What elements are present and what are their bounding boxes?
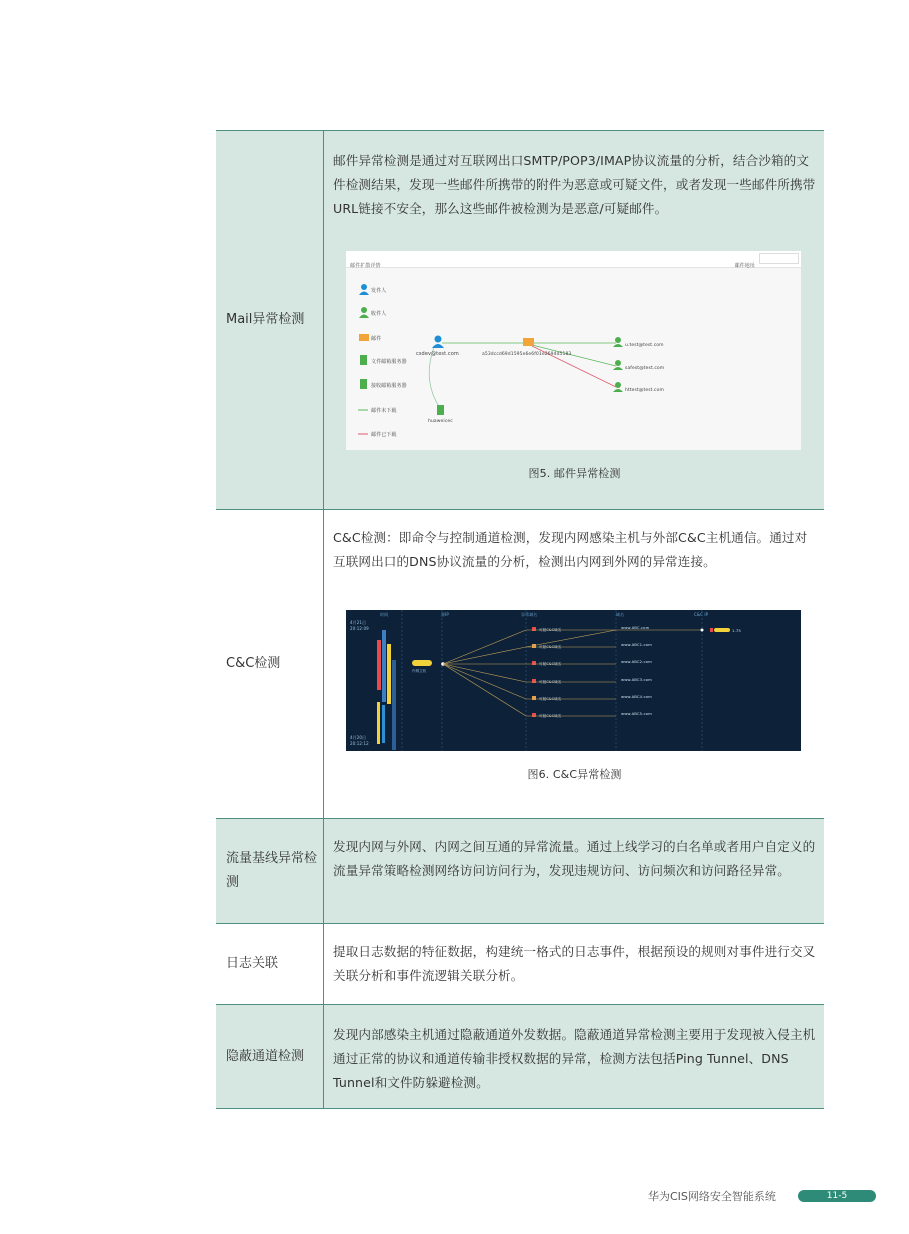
legend-label: 邮件	[371, 336, 382, 342]
cc-source-label: 内网主机	[412, 669, 427, 673]
cc-edge	[443, 664, 526, 716]
recipient-user-icon[interactable]	[613, 337, 623, 347]
cc-timeline-bar	[377, 702, 380, 744]
figure-caption: 图5. 邮件异常检测	[528, 467, 621, 480]
legend-label: 邮件未下载	[371, 408, 397, 414]
cc-source-node[interactable]	[412, 660, 432, 666]
mail-figure-title: 邮件扩散详情	[350, 263, 381, 269]
recipient-address: httest@test.com	[625, 388, 664, 393]
page-number-badge: 11-5	[798, 1190, 876, 1202]
cc-domain-name: www.ABC1.com	[621, 642, 652, 647]
cc-header: 异常域名	[521, 612, 538, 617]
row-content: 提取日志数据的特征数据，构建统一格式的日志事件，根据预设的规则对事件进行交叉关联分析和事件流逻辑关联分析。	[333, 944, 816, 983]
row-label: Mail异常检测	[216, 131, 324, 509]
legend-mail-icon	[359, 334, 369, 341]
cc-time-bottom: 4月20日	[350, 735, 367, 740]
cc-edge	[526, 630, 616, 647]
cc-time-top: 4月21日	[350, 620, 367, 625]
row-label: 流量基线异常检测	[216, 819, 324, 923]
legend-recv-server-icon	[360, 379, 367, 389]
cc-header: 域名	[616, 612, 625, 617]
cc-edge	[443, 664, 526, 699]
cc-domain-tag[interactable]	[532, 713, 562, 718]
cc-ip-bar[interactable]	[714, 628, 730, 632]
legend-label: 收件人	[371, 311, 387, 317]
cc-domain-tag[interactable]	[532, 679, 562, 684]
cc-header: 源IP	[441, 612, 449, 617]
mail-server-icon[interactable]	[437, 405, 444, 415]
cc-timeline-bar	[392, 660, 396, 750]
sender-address: csdev@test.com	[416, 351, 459, 357]
cc-domain-name: www.ABC4.com	[621, 694, 652, 699]
row-content: 发现内部感染主机通过隐蔽通道外发数据。隐蔽通道异常检测主要用于发现被入侵主机通过正常的协议和通道传输非授权数据的异常，检测方法包括Ping Tunnel、DNS Tunnel和文件防躲避检测。	[333, 1027, 816, 1090]
cc-domain-name: www.ABC3.com	[621, 677, 652, 682]
table-row-cc	[216, 510, 824, 819]
svg-text:可疑C&C域名: 可疑C&C域名	[539, 680, 562, 684]
row-label: 日志关联	[216, 924, 324, 1004]
cc-header: C&C IP	[694, 612, 709, 617]
cc-domain-tag[interactable]	[532, 696, 562, 701]
cc-edge	[443, 647, 526, 664]
cc-domain-name: www.ABC5.com	[621, 711, 652, 716]
legend-label: 邮件已下载	[371, 432, 397, 438]
sender-user-icon[interactable]	[432, 336, 444, 349]
table-row-traffic-baseline	[216, 819, 824, 924]
server-name: huaweicec	[428, 419, 453, 424]
table-row-mail	[216, 130, 824, 510]
svg-text:可疑C&C域名: 可疑C&C域名	[539, 645, 562, 649]
figure-caption: 图6. C&C异常检测	[527, 768, 622, 781]
legend-recipient-icon	[359, 307, 369, 318]
mail-graph	[346, 251, 801, 450]
cc-timeline-bar	[377, 640, 381, 690]
cc-time-bottom: 20:12:12	[350, 741, 369, 746]
cc-ip-value: 1.75	[732, 628, 741, 633]
row-text: C&C检测：即命令与控制通道检测，发现内网感染主机与外部C&C主机通信。通过对互联网出口的DNS协议流量的分析，检测出内网到外网的异常连接。	[333, 530, 808, 569]
cc-ip-red-mark	[710, 628, 713, 632]
svg-text:可疑C&C域名: 可疑C&C域名	[539, 628, 562, 632]
svg-text:可疑C&C域名: 可疑C&C域名	[539, 697, 562, 701]
row-label: 隐蔽通道检测	[216, 1005, 324, 1108]
mail-id: a53dccd69d1595e6e6f01e2694d5183	[482, 352, 572, 357]
recipient-user-icon[interactable]	[613, 382, 623, 392]
cc-edge	[443, 630, 526, 664]
table-row-covert-channel	[216, 1005, 824, 1109]
row-content: 发现内网与外网、内网之间互通的异常流量。通过上线学习的白名单或者用户自定义的流量异常策略检测网络访问访问行为，发现违规访问、访问频次和访问路径异常。	[333, 839, 816, 878]
row-content	[324, 510, 824, 818]
cc-domain-name: www.ABC.com	[621, 625, 650, 630]
cc-graph	[346, 610, 801, 751]
cc-timeline-bar	[382, 705, 385, 743]
row-label: C&C检测	[216, 510, 324, 818]
table-row-log-correlation	[216, 924, 824, 1005]
detection-table	[216, 130, 824, 1109]
legend-label: 文件邮箱服务器	[371, 359, 407, 365]
recipient-address: u.test@test.com	[625, 343, 664, 348]
row-text: 邮件异常检测是通过对互联网出口SMTP/POP3/IMAP协议流量的分析，结合沙箱的文件检测结果，发现一些邮件所携带的附件为恶意或可疑文件，或者发现一些邮件所携带URL链接不安全，那么这些邮件被检测为是恶意/可疑邮件。	[333, 153, 816, 216]
cc-edge	[443, 664, 526, 682]
svg-text:可疑C&C域名: 可疑C&C域名	[539, 662, 562, 666]
legend-sender-icon	[359, 284, 369, 295]
recipient-address: safest@test.com	[625, 366, 665, 371]
cc-timeline-bar	[387, 644, 391, 704]
cc-ip-dot	[701, 629, 704, 632]
cc-header: 时间	[380, 612, 389, 617]
footer-title: 华为CIS网络安全智能系统	[648, 1190, 776, 1203]
legend-send-server-icon	[360, 355, 367, 365]
cc-domain-tag[interactable]	[532, 661, 562, 666]
cc-domain-name: www.ABC2.com	[621, 659, 652, 664]
cc-timeline-bar	[382, 630, 386, 702]
legend-label: 发件人	[371, 288, 387, 294]
row-content	[324, 131, 824, 509]
cc-time-top: 20:12:09	[350, 626, 369, 631]
mail-search-label: 邮件地址	[734, 263, 755, 269]
cc-anomaly-figure	[346, 610, 801, 751]
mail-anomaly-figure	[346, 251, 801, 450]
svg-text:可疑C&C域名: 可疑C&C域名	[539, 714, 562, 718]
recipient-user-icon[interactable]	[613, 360, 623, 370]
mail-node-icon[interactable]	[523, 338, 534, 346]
legend-label: 接收邮箱服务器	[371, 383, 407, 389]
cc-domain-tag[interactable]	[532, 627, 562, 632]
